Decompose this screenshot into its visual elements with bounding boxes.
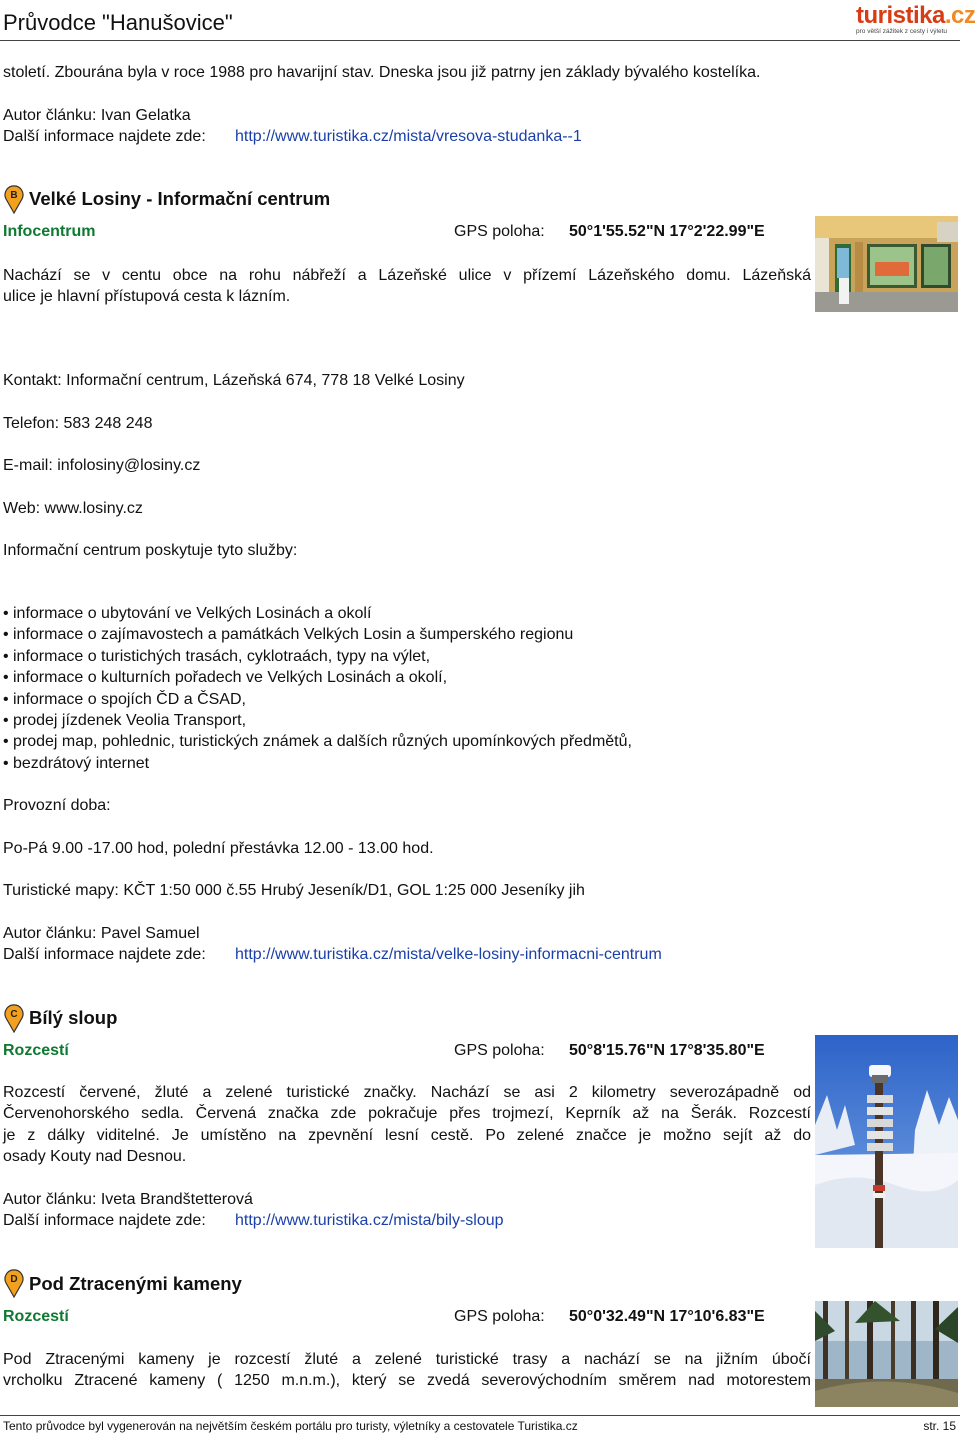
list-item: • prodej map, pohlednic, turistických známek a dalších různých upomínkových předmětů, xyxy=(3,733,632,751)
turistika-logo[interactable]: turistika.cz pro větší zážitek z cesty i výletu xyxy=(856,2,975,35)
list-item: • informace o zajímavostech a památkách Velkých Losin a šumperského regionu xyxy=(3,626,574,644)
section-b-gps-value: 50°1'55.52"N 17°2'22.99"E xyxy=(569,223,765,240)
svg-text:B: B xyxy=(10,190,18,201)
footer-text: Tento průvodce byl vygenerován na největším českém portálu pro turisty, výletníky a cestovatele Turistika.cz xyxy=(3,1419,578,1433)
section-b-phone: Telefon: 583 248 248 xyxy=(3,415,153,432)
section-b-web: Web: www.losiny.cz xyxy=(3,500,143,517)
pod-ztracenymi-kameny-photo xyxy=(815,1301,958,1407)
prev-section-more-label: Další informace najdete zde: xyxy=(3,128,206,145)
section-b-more-link[interactable]: http://www.turistika.cz/mista/velke-losiny-informacni-centrum xyxy=(235,946,662,963)
list-item: • informace o ubytování ve Velkých Losinách a okolí xyxy=(3,605,372,622)
section-c-description-line: Červenohorského sedla. Červená značka zde pokračuje přes trojmezí, Keprník až na Šerák. Rozcestí xyxy=(3,1105,811,1122)
logo-tagline: pro větší zážitek z cesty i výletu xyxy=(856,28,948,35)
section-b-category: Infocentrum xyxy=(3,223,96,240)
section-c-description-line: je z dálky viditelné. Je umístěno na zpevnění lesní cestě. Po zelené značce je možno sejít až do xyxy=(3,1127,811,1144)
section-d-title: Pod Ztracenými kameny xyxy=(29,1273,242,1294)
list-item: • informace o kulturních pořadech ve Velkých Losinách a okolí, xyxy=(3,669,448,687)
section-d-gps-value: 50°0'32.49"N 17°10'6.83"E xyxy=(569,1308,765,1325)
bily-sloup-photo xyxy=(815,1035,958,1248)
section-c-more-label: Další informace najdete zde: xyxy=(3,1212,206,1229)
map-marker-c-icon xyxy=(3,1003,25,1033)
page-header xyxy=(0,0,975,42)
section-c-title: Bílý sloup xyxy=(29,1007,118,1028)
section-b-description-line: ulice je hlavní přístupová cesta k lázním. xyxy=(3,288,291,305)
section-b-services-intro: Informační centrum poskytuje tyto služby: xyxy=(3,542,298,559)
footer-divider xyxy=(0,1415,960,1416)
list-item: • prodej jízdenek Veolia Transport, xyxy=(3,711,247,729)
section-d-gps-label: GPS poloha: xyxy=(454,1308,545,1325)
map-marker-b-icon xyxy=(3,184,25,214)
section-b-hours-label: Provozní doba: xyxy=(3,797,111,814)
section-c-author: Autor článku: Iveta Brandštetterová xyxy=(3,1191,253,1208)
section-c-description-line: osady Kouty nad Desnou. xyxy=(3,1148,187,1165)
section-d-description-line: Pod Ztracenými kameny je rozcestí žluté a zelené turistické trasy a nachází se na jižním úbočí xyxy=(3,1351,811,1368)
section-b-hours: Po-Pá 9.00 -17.00 hod, polední přestávka 12.00 - 13.00 hod. xyxy=(3,840,434,857)
section-b-description-line: Nachází se v centu obce na rohu nábřeží a Lázeňské ulice v přízemí Lázeňského domu. Lázeňská xyxy=(3,267,811,284)
guide-title: Průvodce "Hanušovice" xyxy=(3,10,233,35)
prev-section-text: století. Zbourána byla v roce 1988 pro havarijní stav. Dneska jsou již patrny jen základy bývalého kostelíka. xyxy=(3,64,761,81)
page-number: str. 15 xyxy=(923,1419,956,1433)
section-c-description-line: Rozcestí červené, žluté a zelené turistické značky. Nachází se asi 2 kilometry severozápadně od xyxy=(3,1084,811,1101)
prev-section-more-link[interactable]: http://www.turistika.cz/mista/vresova-studanka--1 xyxy=(235,128,582,145)
section-b-email: E-mail: infolosiny@losiny.cz xyxy=(3,457,201,474)
section-b-contact: Kontakt: Informační centrum, Lázeňská 674, 778 18 Velké Losiny xyxy=(3,372,465,389)
section-b-more-label: Další informace najdete zde: xyxy=(3,946,206,963)
list-item: • informace o spojích ČD a ČSAD, xyxy=(3,690,246,708)
section-c-gps-label: GPS poloha: xyxy=(454,1042,545,1059)
section-d-description-line: vrcholku Ztracené kameny ( 1250 m.n.m.), který se zvedá severovýchodním směrem nad motorestem xyxy=(3,1372,811,1389)
section-c-category: Rozcestí xyxy=(3,1042,69,1059)
section-c-more-link[interactable]: http://www.turistika.cz/mista/bily-sloup xyxy=(235,1212,504,1229)
section-c-gps-value: 50°8'15.76"N 17°8'35.80"E xyxy=(569,1042,765,1059)
section-b-title: Velké Losiny - Informační centrum xyxy=(29,188,331,209)
svg-text:C: C xyxy=(10,1009,18,1020)
section-d-category: Rozcestí xyxy=(3,1308,69,1325)
map-marker-d-icon xyxy=(3,1268,25,1298)
section-b-author: Autor článku: Pavel Samuel xyxy=(3,925,200,942)
section-b-maps: Turistické mapy: KČT 1:50 000 č.55 Hrubý Jeseník/D1, GOL 1:25 000 Jeseníky jih xyxy=(3,882,585,899)
header-divider xyxy=(0,40,960,41)
section-b-gps-label: GPS poloha: xyxy=(454,223,545,240)
prev-section-author: Autor článku: Ivan Gelatka xyxy=(3,107,191,124)
services-list xyxy=(3,603,763,774)
list-item: • informace o turistichých trasách, cyklotraách, typy na výlet, xyxy=(3,647,431,665)
infocentrum-photo xyxy=(815,216,958,312)
list-item: • bezdrátový internet xyxy=(3,754,150,772)
svg-text:D: D xyxy=(10,1274,18,1285)
